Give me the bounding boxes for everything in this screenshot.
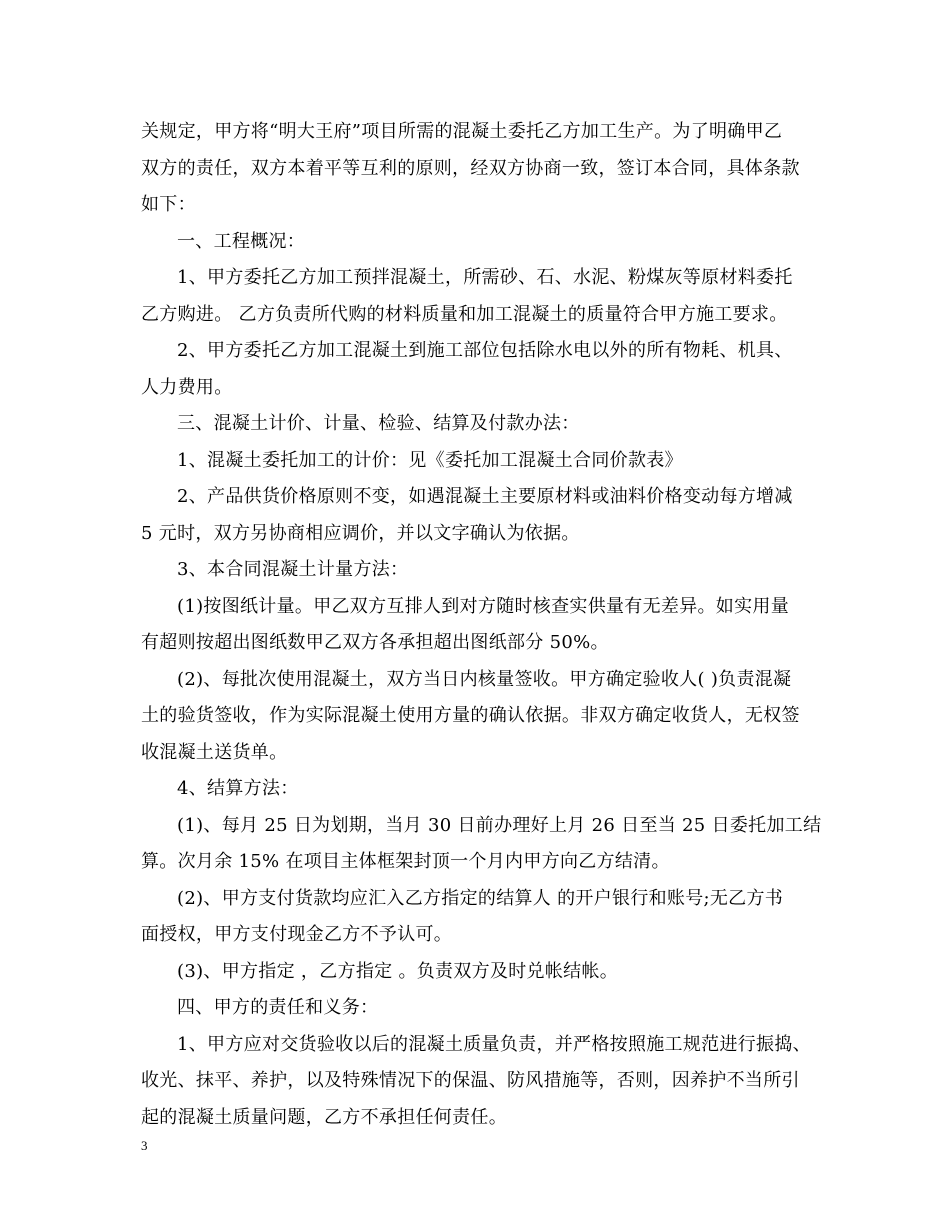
text-line: (2)、每批次使用混凝土，双方当日内核量签收。甲方确定验收人( )负责混凝 [177, 668, 792, 690]
page-number: 3 [141, 1138, 148, 1153]
document-body [141, 114, 821, 1136]
text-line: 双方的责任，双方本着平等互利的原则，经双方协商一致，签订本合同，具体条款 [141, 157, 800, 179]
text-line: 土的验货签收，作为实际混凝土使用方量的确认依据。非双方确定收货人，无权签 [141, 705, 800, 726]
text-line: 乙方购进。 乙方负责所代购的材料质量和加工混凝土的质量符合甲方施工要求。 [141, 303, 788, 325]
text-line: 人力费用。 [141, 376, 233, 398]
text-line: 如下： [141, 194, 196, 215]
text-line: 一、工程概况： [177, 230, 306, 252]
text-line: 面授权，甲方支付现金乙方不予认可。 [141, 924, 453, 945]
text-line: 有超则按超出图纸数甲乙双方各承担超出图纸部分 50%。 [141, 632, 609, 653]
text-line: (3)、甲方指定 ，乙方指定 。负责双方及时兑帐结帐。 [177, 960, 619, 982]
text-line: (1)按图纸计量。甲乙双方互排人到对方随时核查实供量有无差异。如实用量 [177, 595, 789, 617]
text-line: 1、甲方应对交货验收以后的混凝土质量负责，并严格按照施工规范进行振捣、 [177, 1033, 811, 1055]
text-line: 2、产品供货价格原则不变，如遇混凝土主要原材料或油料价格变动每方增减 [177, 486, 793, 507]
text-line: 四、甲方的责任和义务： [177, 997, 379, 1018]
text-line: (1)、每月 25 日为划期，当月 30 日前办理好上月 26 日至当 25 日委托加工结 [177, 814, 822, 836]
text-line: 算。次月余 15% 在项目主体框架封顶一个月内甲方向乙方结清。 [141, 851, 670, 872]
text-line: 4、结算方法： [177, 778, 299, 799]
text-line: 3、本合同混凝土计量方法： [177, 559, 409, 580]
text-line: 1、甲方委托乙方加工预拌混凝土，所需砂、石、水泥、粉煤灰等原材料委托 [177, 267, 793, 288]
text-line: 关规定，甲方将“明大王府”项目所需的混凝土委托乙方加工生产。为了明确甲乙 [141, 121, 783, 142]
text-line: (2)、甲方支付货款均应汇入乙方指定的结算人 的开户银行和账号;无乙方书 [177, 887, 784, 909]
text-line: 收混凝土送货单。 [141, 741, 288, 763]
text-line: 2、甲方委托乙方加工混凝土到施工部位包括除水电以外的所有物耗、机具、 [177, 340, 793, 361]
text-line: 1、混凝土委托加工的计价：见《委托加工混凝土合同价款表》 [177, 449, 683, 471]
text-line: 起的混凝土质量问题，乙方不承担任何责任。 [141, 1106, 507, 1128]
text-line: 收光、抹平、养护，以及特殊情况下的保温、防风措施等，否则，因养护不当所引 [141, 1070, 800, 1091]
text-line: 三、混凝土计价、计量、检验、结算及付款办法： [177, 413, 580, 434]
text-line: 5 元时，双方另协商相应调价，并以文字确认为依据。 [141, 522, 580, 544]
